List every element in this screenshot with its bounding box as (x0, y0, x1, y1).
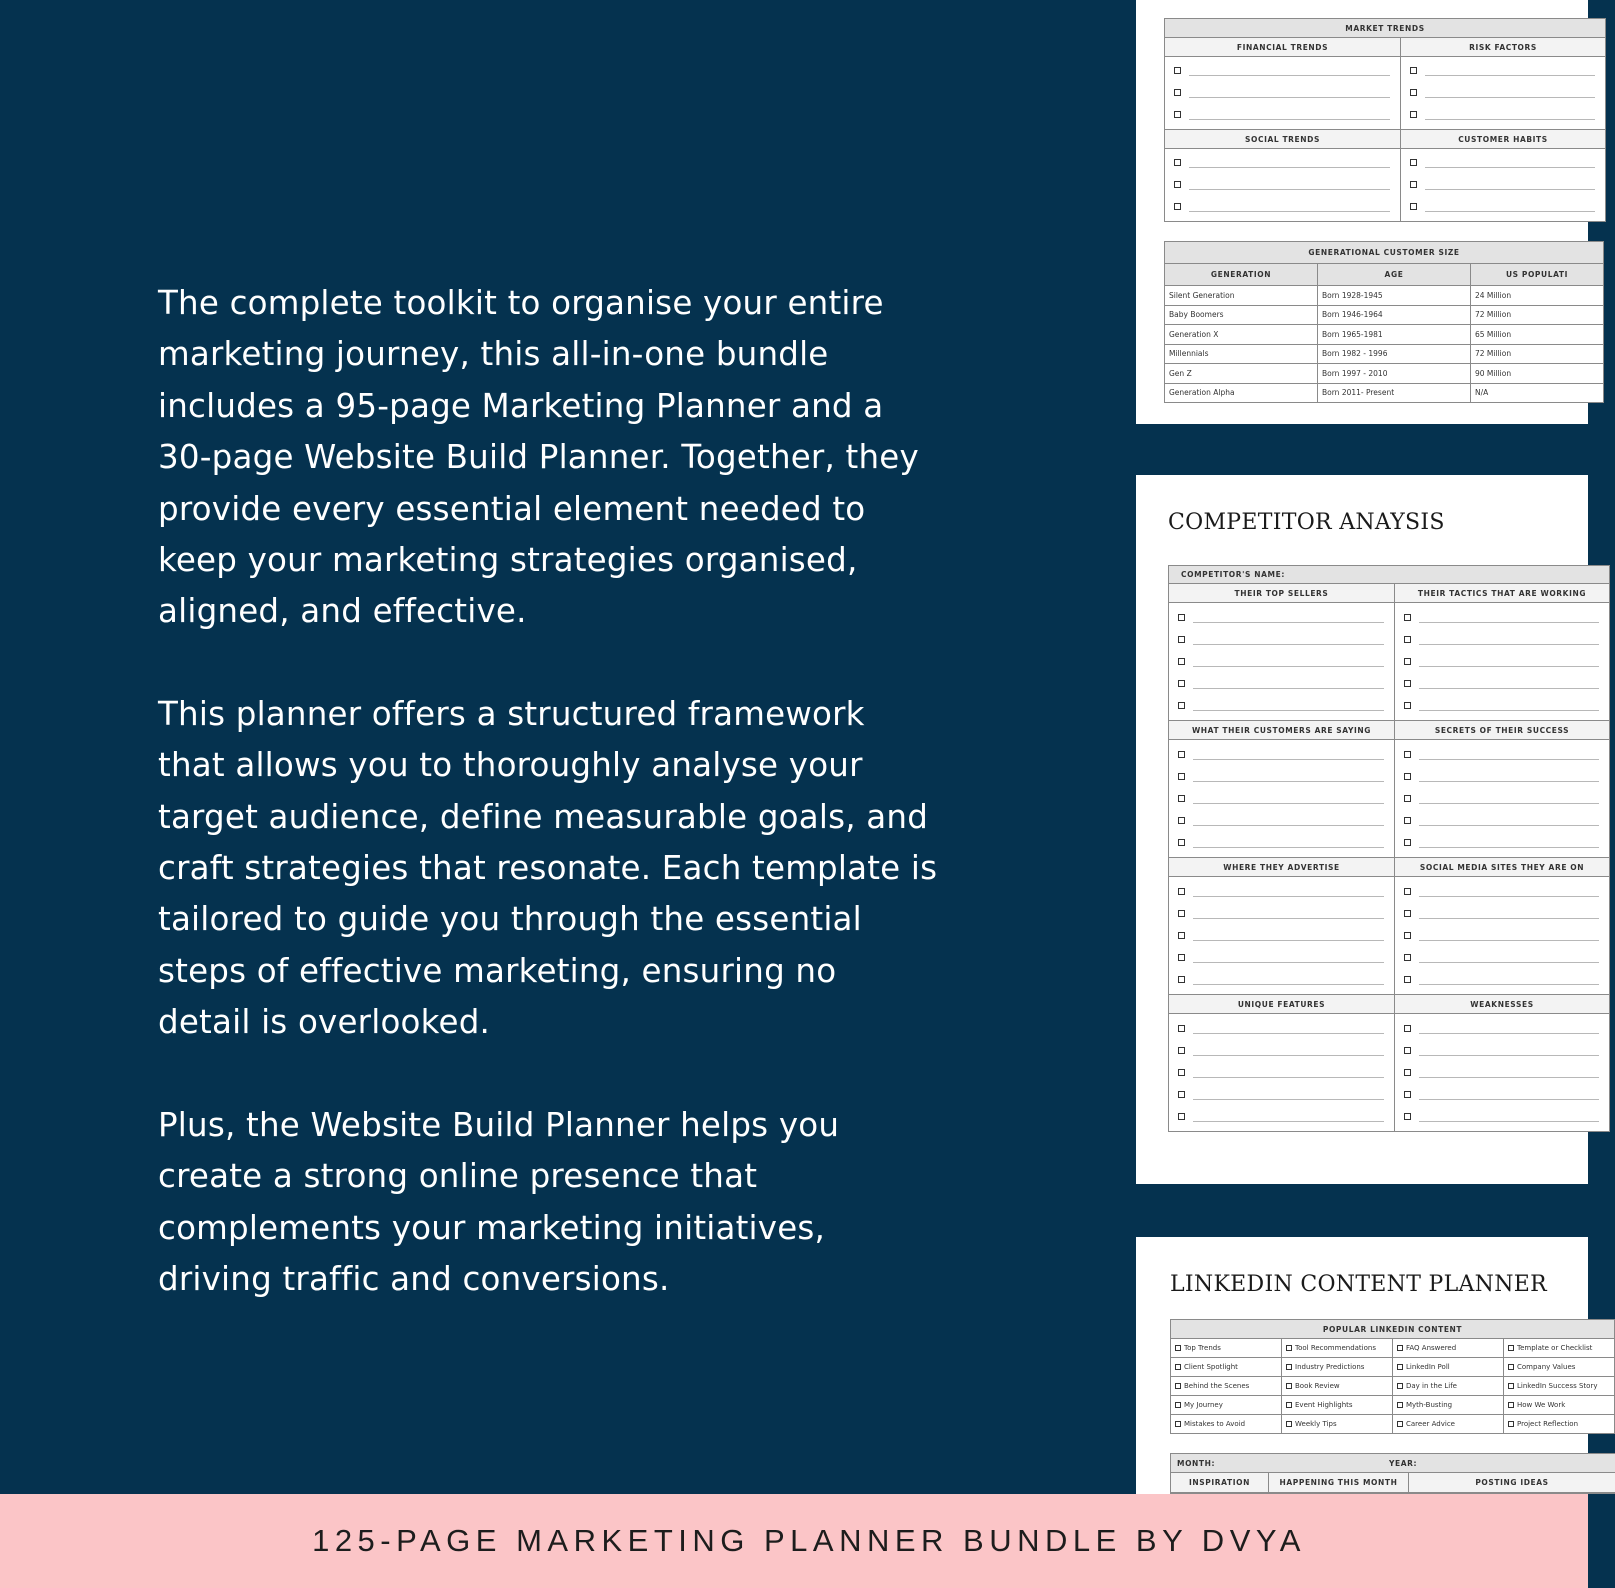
checkbox-icon[interactable] (1508, 1364, 1514, 1370)
checkbox-icon[interactable] (1178, 817, 1185, 824)
risk-factors-header: RISK FACTORS (1401, 38, 1605, 57)
linkedin-page-title: LINKEDIN CONTENT PLANNER (1170, 1272, 1548, 1297)
content-idea-item[interactable] (1171, 1396, 1282, 1415)
table-row: Silent Generation Born 1928-1945 24 Million (1165, 286, 1604, 306)
checklist-row[interactable] (1395, 1017, 1609, 1039)
social-trends-header: SOCIAL TRENDS (1165, 130, 1400, 149)
checkbox-icon[interactable] (1410, 67, 1417, 74)
checklist-row[interactable] (1395, 1039, 1609, 1061)
checkbox-icon[interactable] (1404, 1069, 1411, 1076)
customer-habits-header: CUSTOMER HABITS (1401, 130, 1605, 149)
checklist-row[interactable] (1165, 59, 1400, 81)
checkbox-icon[interactable] (1178, 680, 1185, 687)
checklist-row[interactable] (1395, 902, 1609, 924)
content-idea-label: Project Reflection (1517, 1420, 1579, 1428)
checklist-row[interactable] (1169, 809, 1394, 831)
content-idea-item[interactable] (1282, 1415, 1393, 1434)
checkbox-icon[interactable] (1178, 702, 1185, 709)
content-idea-item[interactable] (1282, 1396, 1393, 1415)
market-trends-title: MARKET TRENDS (1165, 19, 1605, 38)
content-idea-label: Event Highlights (1295, 1401, 1353, 1409)
checklist-row[interactable] (1401, 195, 1605, 217)
checkbox-icon[interactable] (1178, 1047, 1185, 1054)
checkbox-icon[interactable] (1174, 159, 1181, 166)
table-row: Millennials Born 1982 - 1996 72 Million (1165, 344, 1604, 364)
population-header: US POPULATI (1471, 264, 1604, 286)
checkbox-icon[interactable] (1175, 1402, 1181, 1408)
checkbox-icon[interactable] (1178, 910, 1185, 917)
content-idea-item[interactable] (1504, 1396, 1615, 1415)
content-idea-label: Industry Predictions (1295, 1363, 1365, 1371)
checklist-row[interactable] (1169, 902, 1394, 924)
content-idea-label: FAQ Answered (1406, 1344, 1457, 1352)
checklist-row[interactable] (1169, 1083, 1394, 1105)
checkbox-icon[interactable] (1178, 773, 1185, 780)
content-idea-label: Book Review (1295, 1382, 1340, 1390)
checkbox-icon[interactable] (1174, 67, 1181, 74)
checkbox-icon[interactable] (1404, 954, 1411, 961)
checkbox-icon[interactable] (1410, 159, 1417, 166)
checkbox-icon[interactable] (1178, 976, 1185, 983)
checkbox-icon[interactable] (1404, 636, 1411, 643)
content-idea-label: LinkedIn Success Story (1517, 1382, 1598, 1390)
checklist-row[interactable] (1395, 924, 1609, 946)
checkbox-icon[interactable] (1174, 89, 1181, 96)
age-header: AGE (1318, 264, 1471, 286)
content-idea-item[interactable] (1282, 1377, 1393, 1396)
checkbox-icon[interactable] (1404, 932, 1411, 939)
content-idea-item[interactable] (1504, 1358, 1615, 1377)
checklist-row[interactable] (1169, 650, 1394, 672)
checklist-row[interactable] (1165, 151, 1400, 173)
month-label: MONTH: (1177, 1459, 1216, 1468)
posting-ideas-header: POSTING IDEAS (1409, 1473, 1615, 1493)
checkbox-icon[interactable] (1410, 203, 1417, 210)
checkbox-icon[interactable] (1175, 1345, 1181, 1351)
content-idea-item[interactable] (1504, 1415, 1615, 1434)
checkbox-icon[interactable] (1404, 795, 1411, 802)
checkbox-icon[interactable] (1397, 1364, 1403, 1370)
checkbox-icon[interactable] (1404, 839, 1411, 846)
checkbox-icon[interactable] (1404, 976, 1411, 983)
checkbox-icon[interactable] (1178, 1113, 1185, 1120)
checklist-row[interactable] (1165, 103, 1400, 125)
checklist-row[interactable] (1169, 743, 1394, 765)
checklist-row[interactable] (1169, 946, 1394, 968)
checkbox-icon[interactable] (1508, 1421, 1514, 1427)
checkbox-icon[interactable] (1178, 954, 1185, 961)
checklist-row[interactable] (1395, 1105, 1609, 1127)
popular-content-grid (1171, 1339, 1615, 1434)
checklist-row[interactable] (1395, 743, 1609, 765)
secrets-success-header: SECRETS OF THEIR SUCCESS (1395, 721, 1609, 740)
description-paragraph-3: Plus, the Website Build Planner helps you create a strong online presence that complements your marketing initiatives, driving traffic and conversions. (158, 1105, 840, 1298)
content-idea-label: How We Work (1517, 1401, 1566, 1409)
checklist-row[interactable] (1395, 946, 1609, 968)
checklist-row[interactable] (1165, 173, 1400, 195)
competitor-table (1168, 565, 1610, 1132)
content-idea-label: Top Trends (1184, 1344, 1221, 1352)
checkbox-icon[interactable] (1404, 817, 1411, 824)
checkbox-icon[interactable] (1178, 751, 1185, 758)
generation-header: GENERATION (1165, 264, 1318, 286)
social-media-sites-header: SOCIAL MEDIA SITES THEY ARE ON (1395, 858, 1609, 877)
monthly-plan-table (1170, 1453, 1615, 1494)
checklist-row[interactable] (1401, 103, 1605, 125)
content-idea-label: Company Values (1517, 1363, 1576, 1371)
checkbox-icon[interactable] (1175, 1364, 1181, 1370)
generational-title: GENERATIONAL CUSTOMER SIZE (1165, 242, 1604, 264)
checklist-row[interactable] (1401, 81, 1605, 103)
checklist-row[interactable] (1395, 1083, 1609, 1105)
checklist-row[interactable] (1165, 81, 1400, 103)
checklist-row[interactable] (1395, 831, 1609, 853)
checklist-row[interactable] (1169, 628, 1394, 650)
content-idea-item[interactable] (1171, 1377, 1282, 1396)
checkbox-icon[interactable] (1508, 1345, 1514, 1351)
checkbox-icon[interactable] (1178, 932, 1185, 939)
table-row: Gen Z Born 1997 - 2010 90 Million (1165, 364, 1604, 384)
checklist-row[interactable] (1169, 1017, 1394, 1039)
checkbox-icon[interactable] (1397, 1421, 1403, 1427)
checklist-row[interactable] (1395, 672, 1609, 694)
checkbox-icon[interactable] (1178, 795, 1185, 802)
content-idea-label: Day in the Life (1406, 1382, 1457, 1390)
content-idea-item[interactable] (1393, 1415, 1504, 1434)
description-paragraph-1: The complete toolkit to organise your entire marketing journey, this all-in-one bundle includes a 95-page Marketing Planner and a 30-page Website Build Planner. Together, they provide every essential element needed to keep your marketing strategies organised, aligned, and effective. (158, 284, 919, 631)
weaknesses-header: WEAKNESSES (1395, 995, 1609, 1014)
checkbox-icon[interactable] (1178, 614, 1185, 621)
checkbox-icon[interactable] (1286, 1402, 1292, 1408)
checkbox-icon[interactable] (1404, 910, 1411, 917)
competitor-analysis-page-preview (1136, 475, 1588, 1184)
checklist-row[interactable] (1395, 787, 1609, 809)
content-idea-item[interactable] (1171, 1415, 1282, 1434)
checklist-row[interactable] (1169, 694, 1394, 716)
linkedin-planner-page-preview (1136, 1237, 1598, 1494)
content-idea-item[interactable] (1393, 1377, 1504, 1396)
content-idea-label: Behind the Scenes (1184, 1382, 1250, 1390)
checklist-row[interactable] (1169, 672, 1394, 694)
checkbox-icon[interactable] (1404, 1047, 1411, 1054)
content-idea-item[interactable] (1393, 1358, 1504, 1377)
content-idea-item[interactable] (1393, 1396, 1504, 1415)
customers-saying-header: WHAT THEIR CUSTOMERS ARE SAYING (1169, 721, 1394, 740)
checkbox-icon[interactable] (1404, 888, 1411, 895)
checkbox-icon[interactable] (1404, 702, 1411, 709)
checkbox-icon[interactable] (1508, 1383, 1514, 1389)
checkbox-icon[interactable] (1178, 1091, 1185, 1098)
footer-title: 125-PAGE MARKETING PLANNER BUNDLE BY DVYA (312, 1523, 1306, 1558)
description-text (158, 278, 938, 1356)
checklist-row[interactable] (1169, 1039, 1394, 1061)
checkbox-icon[interactable] (1175, 1383, 1181, 1389)
checklist-row[interactable] (1395, 694, 1609, 716)
checklist-row[interactable] (1395, 1061, 1609, 1083)
top-sellers-header: THEIR TOP SELLERS (1169, 584, 1394, 603)
checkbox-icon[interactable] (1404, 1025, 1411, 1032)
content-idea-item[interactable] (1171, 1358, 1282, 1377)
checkbox-icon[interactable] (1178, 658, 1185, 665)
year-label: YEAR: (1389, 1459, 1418, 1468)
checkbox-icon[interactable] (1410, 111, 1417, 118)
table-row: Generation Alpha Born 2011- Present N/A (1165, 383, 1604, 403)
checkbox-icon[interactable] (1410, 181, 1417, 188)
checkbox-icon[interactable] (1286, 1421, 1292, 1427)
content-idea-item[interactable] (1504, 1339, 1615, 1358)
content-idea-label: Weekly Tips (1295, 1420, 1337, 1428)
competitor-page-title: COMPETITOR ANAYSIS (1168, 510, 1445, 535)
content-idea-label: Career Advice (1406, 1420, 1455, 1428)
checkbox-icon[interactable] (1397, 1383, 1403, 1389)
content-idea-label: Template or Checklist (1517, 1344, 1593, 1352)
content-idea-label: Mistakes to Avoid (1184, 1420, 1246, 1428)
content-idea-label: Client Spotlight (1184, 1363, 1238, 1371)
content-idea-item[interactable] (1282, 1339, 1393, 1358)
checkbox-icon[interactable] (1286, 1364, 1292, 1370)
checkbox-icon[interactable] (1286, 1383, 1292, 1389)
competitor-name-label: COMPETITOR'S NAME: (1169, 566, 1609, 584)
checkbox-icon[interactable] (1178, 888, 1185, 895)
checkbox-icon[interactable] (1404, 773, 1411, 780)
checklist-row[interactable] (1401, 151, 1605, 173)
checklist-row[interactable] (1395, 968, 1609, 990)
checkbox-icon[interactable] (1404, 658, 1411, 665)
checklist-row[interactable] (1169, 880, 1394, 902)
inspiration-header: INSPIRATION (1171, 1473, 1269, 1493)
market-trends-table (1164, 18, 1606, 222)
content-idea-label: Tool Recommendations (1295, 1344, 1376, 1352)
checklist-row[interactable] (1395, 650, 1609, 672)
checkbox-icon[interactable] (1404, 614, 1411, 621)
checklist-row[interactable] (1169, 831, 1394, 853)
checklist-row[interactable] (1395, 606, 1609, 628)
checkbox-icon[interactable] (1174, 203, 1181, 210)
checkbox-icon[interactable] (1178, 1025, 1185, 1032)
generational-size-table (1164, 241, 1604, 403)
checkbox-icon[interactable] (1404, 751, 1411, 758)
checkbox-icon[interactable] (1410, 89, 1417, 96)
where-advertise-header: WHERE THEY ADVERTISE (1169, 858, 1394, 877)
checklist-row[interactable] (1165, 195, 1400, 217)
popular-content-title: POPULAR LINKEDIN CONTENT (1171, 1320, 1615, 1339)
checkbox-icon[interactable] (1178, 839, 1185, 846)
checkbox-icon[interactable] (1397, 1402, 1403, 1408)
checklist-row[interactable] (1169, 765, 1394, 787)
checklist-row[interactable] (1395, 880, 1609, 902)
table-row: Baby Boomers Born 1946-1964 72 Million (1165, 305, 1604, 325)
checklist-row[interactable] (1169, 787, 1394, 809)
checkbox-icon[interactable] (1178, 636, 1185, 643)
content-idea-item[interactable] (1171, 1339, 1282, 1358)
checkbox-icon[interactable] (1508, 1402, 1514, 1408)
description-paragraph-2: This planner offers a structured framework that allows you to thoroughly analyse your target audience, define measurable goals, and craft strategies that resonate. Each template is tailored to guide you through the essential steps of effective marketing, ensuring no detail is overlooked. (158, 694, 938, 1042)
checklist-row[interactable] (1401, 59, 1605, 81)
checklist-row[interactable] (1401, 173, 1605, 195)
content-idea-label: Myth-Busting (1406, 1401, 1453, 1409)
checkbox-icon[interactable] (1404, 1091, 1411, 1098)
content-idea-label: My Journey (1184, 1401, 1223, 1409)
content-idea-item[interactable] (1504, 1377, 1615, 1396)
checkbox-icon[interactable] (1178, 1069, 1185, 1076)
market-trends-page-preview (1136, 0, 1588, 424)
checkbox-icon[interactable] (1286, 1345, 1292, 1351)
happening-header: HAPPENING THIS MONTH (1269, 1473, 1409, 1493)
checklist-row[interactable] (1169, 1105, 1394, 1127)
content-idea-label: LinkedIn Poll (1406, 1363, 1450, 1371)
checkbox-icon[interactable] (1404, 680, 1411, 687)
tactics-header: THEIR TACTICS THAT ARE WORKING (1395, 584, 1609, 603)
checkbox-icon[interactable] (1174, 111, 1181, 118)
checklist-row[interactable] (1169, 606, 1394, 628)
checklist-row[interactable] (1169, 1061, 1394, 1083)
content-idea-item[interactable] (1282, 1358, 1393, 1377)
popular-content-table (1170, 1319, 1615, 1434)
checklist-row[interactable] (1169, 924, 1394, 946)
checkbox-icon[interactable] (1175, 1421, 1181, 1427)
checkbox-icon[interactable] (1404, 1113, 1411, 1120)
checklist-row[interactable] (1169, 968, 1394, 990)
content-idea-item[interactable] (1393, 1339, 1504, 1358)
unique-features-header: UNIQUE FEATURES (1169, 995, 1394, 1014)
checkbox-icon[interactable] (1397, 1345, 1403, 1351)
checklist-row[interactable] (1395, 765, 1609, 787)
checklist-row[interactable] (1395, 809, 1609, 831)
checkbox-icon[interactable] (1174, 181, 1181, 188)
financial-trends-header: FINANCIAL TRENDS (1165, 38, 1400, 57)
checklist-row[interactable] (1395, 628, 1609, 650)
footer-banner (0, 1494, 1588, 1588)
table-row: Generation X Born 1965-1981 65 Million (1165, 325, 1604, 345)
